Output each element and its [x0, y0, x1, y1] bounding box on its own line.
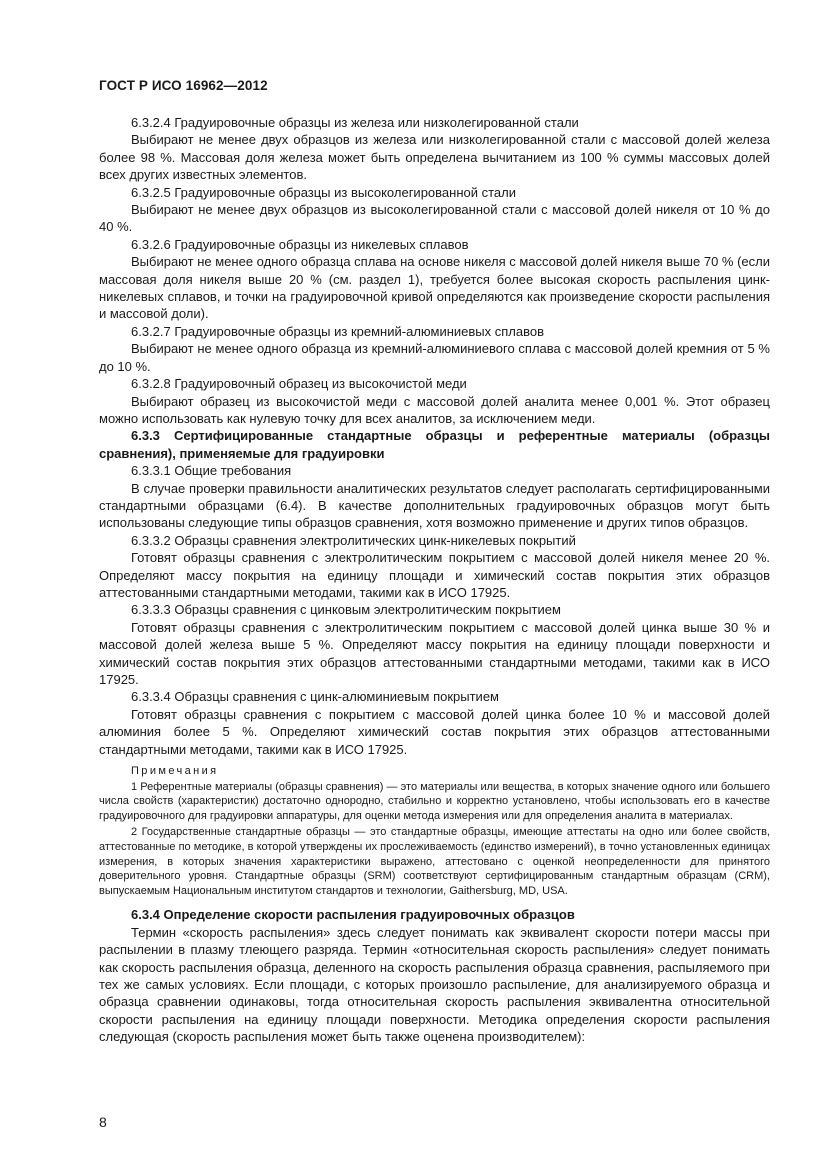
section-heading: 6.3.3.1 Общие требования: [131, 463, 292, 479]
paragraph: Термин «скорость распыления» здесь следует понимать как эквивалент скорости потери массы при распылении в плазму тлеющего разряда. Термин «относительная скорость распыления» следует понимать как скорость распыления образца, деленного на скорость распыления образца сравнения, распыляемого при тех же самых условиях. Если площади, с которых произошло распыление, для анализируемого образца и образца сравнении одинаковы, тогда относительная скорость распыления эквивалентна относительной скорости распыления на единицу площади поверхности. Методика определения скорости распыления следующая (скорость распыления может быть также оценена производителем):: [99, 924, 770, 1045]
paragraph: Выбирают не менее одного образца из кремний-алюминиевого сплава с массовой долей кремния от 5 % до 10 %.: [99, 341, 770, 374]
paragraph: Готовят образцы сравнения с электролитическим покрытием с массовой долей цинка выше 30 % и массовой долей железа выше 5 %. Определяют массу покрытия на единицу площади поверхности и химический состав покрытия этих образцов аттестованными стандартными методами, такими как в ИСО 17925.: [99, 619, 770, 687]
note-item: 1 Референтные материалы (образцы сравнения) — это материалы или вещества, в которых значение одного или большего числа свойств (характеристик) достаточно однородно, стабильно и корректно установлено, чтобы использовать его в качестве градуировочного для градуировки аппаратуры, для оценки метода измерения или для определения аналита в материалах.: [99, 780, 770, 822]
paragraph: Выбирают образец из высокочистой меди с массовой долей аналита менее 0,001 %. Этот образец можно использовать как нулевую точку для всех аналитов, за исключением меди.: [99, 393, 770, 426]
paragraph: Выбирают не менее двух образцов из высоколегированной стали с массовой долей никеля от 10 % до 40 %.: [99, 202, 770, 235]
section-heading: 6.3.3.3 Образцы сравнения с цинковым электролитическим покрытием: [131, 602, 561, 618]
section-heading: 6.3.2.7 Градуировочные образцы из кремний-алюминиевых сплавов: [131, 323, 544, 339]
section-heading: 6.3.4 Определение скорости распыления градуировочных образцов: [131, 907, 575, 923]
section-heading: 6.3.3.2 Образцы сравнения электролитических цинк-никелевых покрытий: [131, 532, 576, 548]
section-heading: 6.3.3.4 Образцы сравнения с цинк-алюминиевым покрытием: [131, 689, 499, 705]
paragraph: Готовят образцы сравнения с покрытием с массовой долей цинка более 10 % и массовой долей алюминия более 5 %. Определяют химический состав покрытия этих образцов аттестованными стандартными методами, такими как в ИСО 17925.: [99, 706, 770, 757]
paragraph: В случае проверки правильности аналитических результатов следует располагать сертифицированными стандартными образцами (6.4). В качестве дополнительных градуировочных образцов могут быть использованы следующие типы образцов сравнения, хотя возможно применение и других типов образцов.: [99, 480, 770, 531]
note-item: 2 Государственные стандартные образцы — это стандартные образцы, имеющие аттестаты на одно или более свойств, аттестованные по методике, в которой утверждены их прослеживаемость (единство измерений), в точно установленных единицах измерения, в которых значения характеристики выражено, аттестовано с оценкой неопределенности для принятого доверительного уровня. Стандартные образцы (SRM) соответствуют сертифицированным стандартным образцам (CRM), выпускаемым Национальным институтом стандартов и технологии, Gaithersburg, MD, USA.: [99, 826, 770, 897]
section-heading: 6.3.2.5 Градуировочные образцы из высоколегированной стали: [131, 184, 516, 200]
section-heading: 6.3.2.4 Градуировочные образцы из железа или низколегированной стали: [131, 115, 579, 130]
notes-title: Примечания: [131, 765, 219, 778]
paragraph: Выбирают не менее одного образца сплава на основе никеля с массовой долей никеля выше 70 % (если массовая доля никеля выше 20 % (см. раздел 1), требуется более высокая скорость распыления цинк-никелевых сплавов, и точки на градуировочной кривой определяются как произведение скорости распыления и массовой доли).: [99, 254, 770, 322]
paragraph: Выбирают не менее двух образцов из железа или низколегированной стали с массовой долей железа более 98 %. Массовая доля железа может быть определена вычитанием из 100 % суммы массовых долей всех других известных элементов.: [99, 132, 770, 183]
notes-block: [99, 764, 770, 898]
section-heading: 6.3.2.8 Градуировочный образец из высокочистой меди: [131, 376, 467, 392]
page-number: 8: [99, 1114, 107, 1130]
section-heading: 6.3.3 Сертифицированные стандартные образцы и референтные материалы (образцы сравнения), применяемые для градуировки: [99, 428, 770, 461]
paragraph: Готовят образцы сравнения с электролитическим покрытием с массовой долей никеля менее 20 %. Определяют массу покрытия на единицу площади и химический состав покрытия этих образцов аттестованными стандартными методами, такими как в ИСО 17925.: [99, 550, 770, 600]
section-heading: 6.3.2.6 Градуировочные образцы из никелевых сплавов: [131, 236, 469, 252]
section-paragraphs-bottom: [99, 906, 770, 1045]
section-paragraphs-top: [99, 114, 770, 758]
document-header: ГОСТ Р ИСО 16962—2012: [99, 78, 268, 93]
document-body: [99, 114, 770, 1046]
